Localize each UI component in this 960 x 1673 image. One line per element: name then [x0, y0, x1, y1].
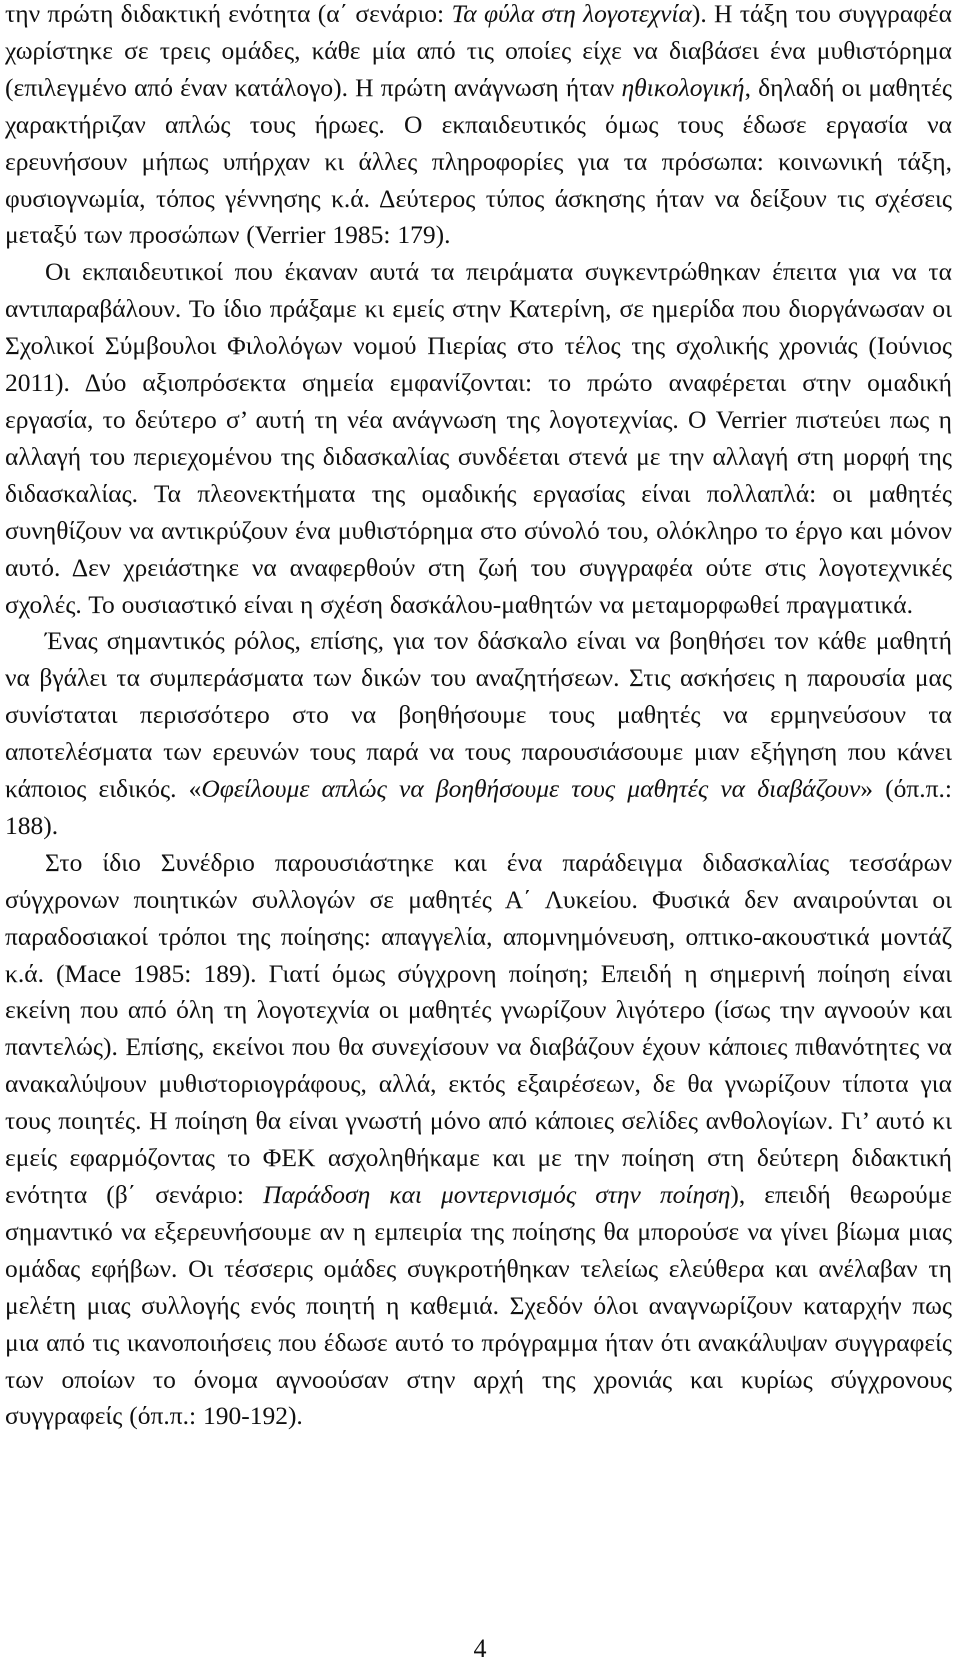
paragraph-2: [5, 254, 952, 623]
italic-quote: Οφείλουμε απλώς να βοηθήσουμε τους μαθητές να διαβάζουν: [201, 774, 861, 804]
text-segment: την πρώτη διδακτική ενότητα (α΄ σενάριο:: [5, 0, 452, 28]
text-segment: ). Η τάξη του συγγραφέα χωρίστηκε σε τρεις ομάδες, κάθε μία από τις οποίες είχε να διαβάσει ένα μυθιστόρημα (επιλεγμένο από έναν κατάλογο). Η πρώτη ανάγνωση ήταν: [5, 0, 952, 102]
text-segment: ), επειδή θεωρούμε σημαντικό να εξερευνήσουμε αν η εμπειρία της ποίησης θα μπορούσε να γίνει βίωμα μιας ομάδας εφήβων. Οι τέσσερις ομάδες συγκροτήθηκαν τελείως ελεύθερα και ανέλαβαν τη μελέτη μιας συλλογής ενός ποιητή η καθεμιά. Σχεδόν όλοι αναγνωρίζουν καταρχήν πως μια από τις ικανοποιήσεις που έδωσε αυτό το πρόγραμμα ήταν ότι ανακάλυψαν συγγραφείς των οποίων το όνομα αγνοούσαν στην αρχή της χρονιάς και κυρίως σύγχρονους συγγραφείς (όπ.π.: 190-192).: [5, 1180, 952, 1431]
text-segment: Στο ίδιο Συνέδριο παρουσιάστηκε και ένα παράδειγμα διδασκαλίας τεσσάρων σύγχρονων ποιητικών συλλογών σε μαθητές Α΄ Λυκείου. Φυσικά δεν αναιρούνται οι παραδοσιακοί τρόποι της ποίησης: απαγγελία, απομνημόνευση, οπτικο-ακουστικά μοντάζ κ.ά. (Mace 1985: 189). Γιατί όμως σύγχρονη ποίηση; Επειδή η σημερινή ποίηση είναι εκείνη που από όλη τη λογοτεχνία οι μαθητές γνωρίζουν λιγότερο (ίσως την αγνοούν και παντελώς). Επίσης, εκείνοι που θα συνεχίσουν να διαβάζουν έχουν κάποιες πιθανότητες να ανακαλύψουν μυθιστοριογράφους, αλλά, εκτός εξαιρέσεων, δε θα γνωρίζουν τίποτα για τους ποιητές. Η ποίηση θα είναι γνωστή μόνο από κάποιες σελίδες ανθολογίων. Γι’ αυτό κι εμείς εφαρμόζοντας το ΦΕΚ ασχοληθήκαμε και με την ποίηση στη δεύτερη διδακτική ενότητα (β΄ σενάριο:: [5, 847, 952, 1209]
paragraph-1: [5, 0, 952, 254]
italic-title: Παράδοση και μοντερνισμός στην ποίηση: [262, 1180, 731, 1209]
text-segment: , δηλαδή οι μαθητές χαρακτήριζαν απλώς τους ήρωες. Ο εκπαιδευτικός όμως τους έδωσε εργασία να ερευνήσουν μήπως υπήρχαν κι άλλες πληροφορίες για τα πρόσωπα: κοινωνική τάξη, φυσιογνωμία, τόπος γέννησης κ.ά. Δεύτερος τύπος άσκησης ήταν να δείξουν τις σχέσεις μεταξύ των προσώπων (Verrier 1985: 179).: [5, 72, 953, 250]
page-number: 4: [473, 1634, 487, 1663]
document-page: [5, 0, 952, 1435]
text-segment: » (όπ.π.: 188).: [5, 774, 953, 840]
italic-title: Τα φύλα στη λογοτεχνία: [451, 0, 692, 28]
text-segment: Ένας σημαντικός ρόλος, επίσης, για τον δάσκαλο είναι να βοηθήσει τον κάθε μαθητή να βγάλει τα συμπεράσματα των δικών του αναζητήσεων. Στις ασκήσεις η παρουσία μας συνίσταται περισσότερο στο να βοηθήσουμε τους μαθητές να ερμηνεύσουν τα αποτελέσματα των ερευνών τους παρά να τους παρουσιάσουμε μιαν εξήγηση που κάνει κάποιος ειδικός. «: [5, 626, 952, 804]
paragraph-4: [5, 845, 952, 1436]
paragraph-3: [5, 623, 952, 844]
text-segment: Οι εκπαιδευτικοί που έκαναν αυτά τα πειράματα συγκεντρώθηκαν έπειτα για να τα αντιπαραβάλουν. Το ίδιο πράξαμε κι εμείς στην Κατερίνη, σε ημερίδα που διοργάνωσαν οι Σχολικοί Σύμβουλοι Φιλολόγων νομού Πιερίας στο τέλος της σχολικής χρονιάς (Ιούνιος 2011). Δύο αξιοπρόσεκτα σημεία εμφανίζονται: το πρώτο αναφέρεται στην ομαδική εργασία, το δεύτερο σ’ αυτή τη νέα ανάγνωση της λογοτεχνίας. Ο Verrier πιστεύει πως η αλλαγή του περιεχομένου της διδασκαλίας συνδέεται στενά με την αλλαγή στη μορφή της διδασκαλίας. Τα πλεονεκτήματα της ομαδικής εργασίας είναι πολλαπλά: οι μαθητές συνηθίζουν να αντικρύζουν ένα μυθιστόρημα στο σύνολό του, ολόκληρο το έργο και μόνον αυτό. Δεν χρειάστηκε να αναφερθούν στη ζωή του συγγραφέα ούτε στις λογοτεχνικές σχολές. Το ουσιαστικό είναι η σχέση δασκάλου-μαθητών να μεταμορφωθεί πραγματικά.: [5, 257, 952, 619]
italic-term: ηθικολογική: [621, 72, 745, 102]
